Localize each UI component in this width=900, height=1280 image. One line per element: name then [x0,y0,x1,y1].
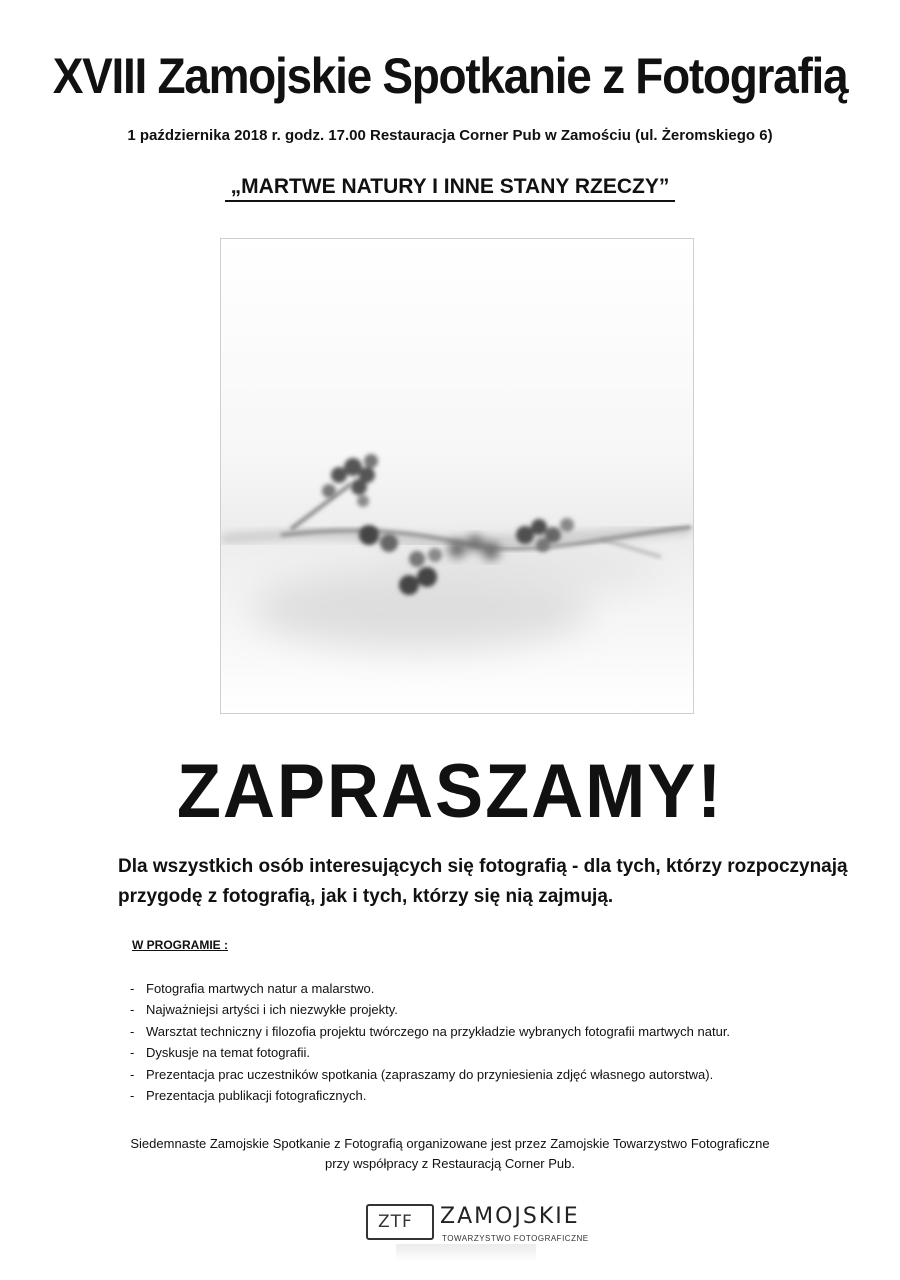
organizer-line: Siedemnaste Zamojskie Spotkanie z Fotografią organizowane jest przez Zamojskie Towarzystwo Fotograficzne [130,1136,770,1151]
program-item: - Prezentacja publikacji fotograficznych. [130,1088,367,1104]
program-heading: W PROGRAMIE : [132,938,228,952]
program-item-text: Warsztat techniczny i filozofia projektu twórczego na przykładzie wybranych fotografii martwych natur. [146,1023,731,1039]
program-item-text: Najważniejsi artyści i ich niezwykłe projekty. [146,1002,398,1018]
program-item: - Prezentacja prac uczestników spotkania (zapraszamy do przyniesienia zdjęć własnego autorstwa). [130,1066,714,1082]
event-theme [0,172,900,202]
event-theme-text: „MARTWE NATURY I INNE STANY RZECZY” [225,175,676,202]
poster-title: XVIII Zamojskie Spotkanie z Fotografią [52,48,848,104]
program-item-text: Fotografia martwych natur a malarstwo. [146,981,375,996]
program-list [130,978,730,1106]
audience-statement [118,852,848,912]
ztf-logo [366,1204,589,1264]
logo-monogram: ZTF [378,1212,413,1232]
branch-with-berries-image [221,239,693,713]
organizer-note [0,1134,900,1174]
program-item: - Najważniejsi artyści i ich niezwykłe projekty. [130,1002,398,1018]
program-item-text: Prezentacja prac uczestników spotkania (zapraszamy do przyniesienia zdjęć własnego autorstwa). [146,1066,714,1082]
logo-wordmark: ZAMOJSKIE [440,1204,580,1229]
program-item-text: Prezentacja publikacji fotograficznych. [146,1088,367,1104]
still-life-photo [220,238,694,714]
logo-reflection [396,1244,536,1262]
organizer-line: przy współpracy z Restauracją Corner Pub. [325,1156,575,1171]
event-details: 1 października 2018 r. godz. 17.00 Restauracja Corner Pub w Zamościu (ul. Żeromskiego 6) [127,127,773,144]
program-item: - Dyskusje na temat fotografii. [130,1045,311,1061]
audience-line: Dla wszystkich osób interesujących się fotografią - dla tych, którzy rozpoczynają [118,856,848,877]
logo-monogram-box [366,1204,434,1240]
program-item: - Warsztat techniczny i filozofia projektu twórczego na przykładzie wybranych fotografii martwych natur. [130,1023,731,1039]
program-item: - Fotografia martwych natur a malarstwo. [130,981,375,996]
program-item-text: Dyskusje na temat fotografii. [146,1045,311,1061]
audience-line: przygodę z fotografią, jak i tych, którzy się nią zajmują. [118,886,614,907]
invitation-headline: ZAPRASZAMY! [176,749,724,834]
logo-subtitle: TOWARZYSTWO FOTOGRAFICZNE [442,1234,589,1243]
